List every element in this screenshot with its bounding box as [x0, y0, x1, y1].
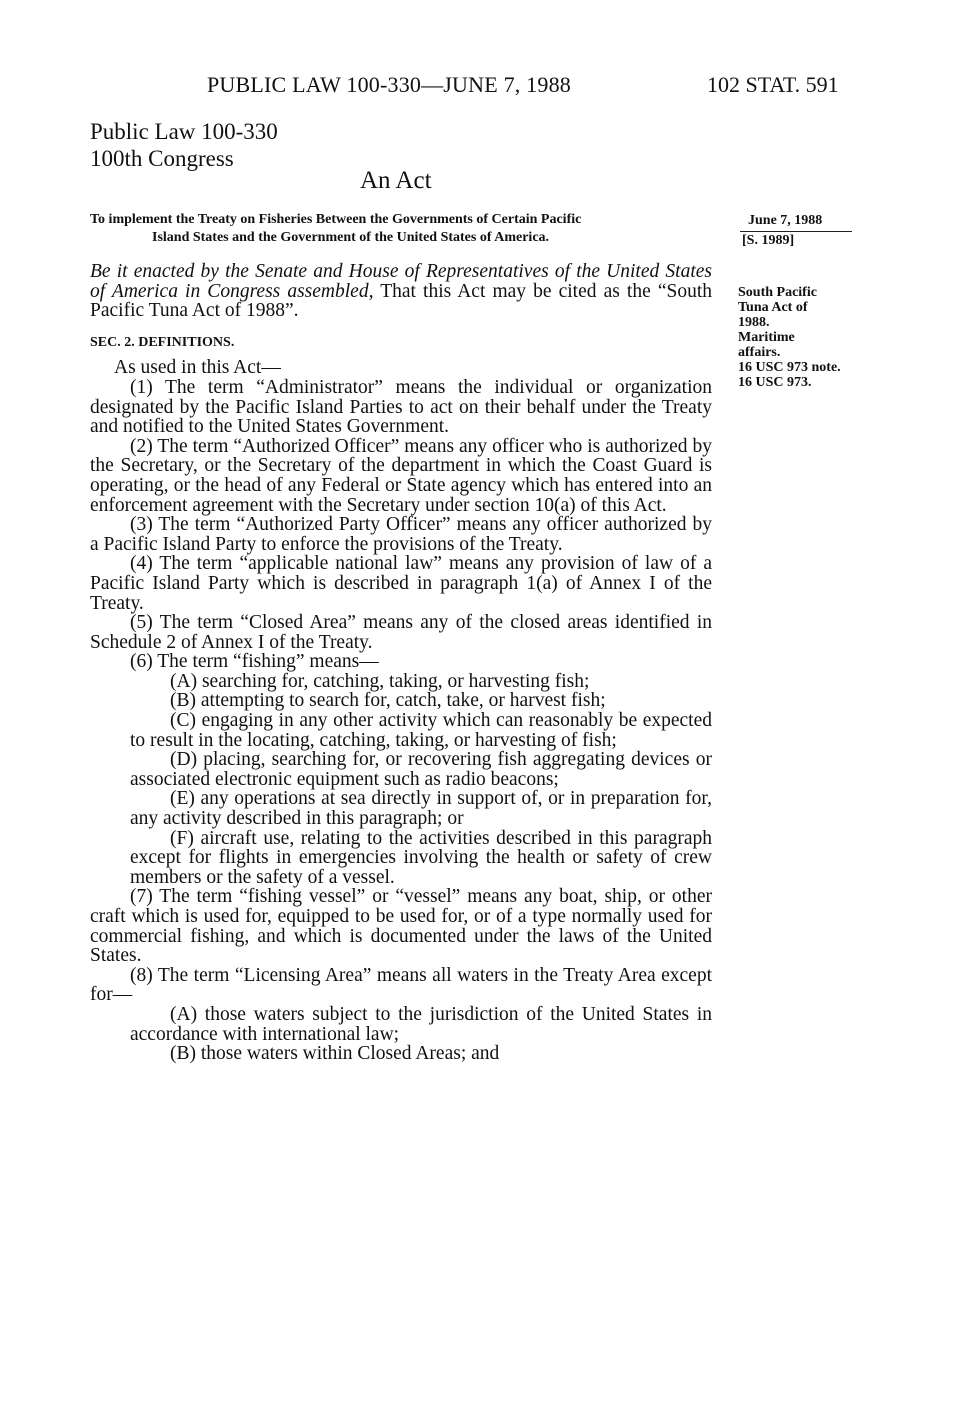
margin-note-short-title: South Pacific Tuna Act of 1988. [738, 285, 817, 330]
enacting-formula: Be it enacted by the Senate and House of Representatives of the United States of America in Congress assembled, [90, 261, 712, 302]
fishing-item-a: (A) searching for, catching, taking, or harvesting fish; [170, 670, 590, 692]
definition-1: (1) The term “Administrator” means the individual or organization designated by the Pacific Island Parties to act on their behalf under the Treaty and notified to the United States Government. [90, 376, 712, 438]
definition-7: (7) The term “fishing vessel” or “vessel” means any boat, ship, or other craft which is used for, equipped to be used for, or of a type normally used for commercial fishing, and which is documented under the laws of the United States. [90, 886, 712, 967]
body-text [90, 262, 712, 1064]
definition-2: (2) The term “Authorized Officer” means any officer who is authorized by the Secretary, or the Secretary of the department in which the Coast Guard is operating, or the head of any Federal or State agency which has entered into an enforcement agreement with the Secretary under section 10(a) of this Act. [90, 435, 712, 516]
definition-3: (3) The term “Authorized Party Officer” means any officer authorized by a Pacific Island Party to enforce the provisions of the Treaty. [90, 514, 712, 555]
long-title [90, 211, 730, 247]
margin-note-maritime: Maritime affairs. [738, 330, 795, 360]
fishing-item-f: (F) aircraft use, relating to the activities described in this paragraph except for flights in emergencies involving the health or safety of crew members or the safety of a vessel. [130, 827, 712, 888]
margin-notes [738, 285, 868, 390]
definition-4: (4) The term “applicable national law” means any provision of law of a Pacific Island Party which is described in paragraph 1(a) of Annex I of the Treaty. [90, 553, 712, 614]
definition-5: (5) The term “Closed Area” means any of the closed areas identified in Schedule 2 of Annex I of the Treaty. [90, 612, 712, 653]
public-law-number: Public Law 100-330 [90, 119, 278, 144]
section-intro: As used in this Act— [114, 357, 281, 379]
licensing-item-b: (B) those waters within Closed Areas; and [170, 1043, 500, 1065]
margin-note-usc: 16 USC 973. [738, 375, 812, 390]
bill-number: [S. 1989] [742, 233, 795, 248]
fishing-item-e: (E) any operations at sea directly in support of, or in preparation for, any activity described in this paragraph; or [130, 788, 712, 830]
long-title-line-2: Island States and the Government of the United States of America. [152, 230, 550, 245]
fishing-item-b: (B) attempting to search for, catch, take, or harvest fish; [170, 690, 606, 712]
statute-reference: 102 STAT. 591 [707, 72, 839, 97]
enactment-date: June 7, 1988 [748, 213, 823, 228]
enactment-date-note [740, 212, 840, 250]
running-head: PUBLIC LAW 100-330—JUNE 7, 1988 [207, 72, 571, 97]
congress-label: 100th Congress [90, 146, 234, 171]
fishing-item-d: (D) placing, searching for, or recovering fish aggregating devices or associated electronic equipment such as radio beacons; [130, 749, 712, 790]
act-title: An Act [360, 167, 432, 194]
margin-note-usc-note: 16 USC 973 note. [738, 360, 841, 375]
definition-8: (8) The term “Licensing Area” means all waters in the Treaty Area except for— [90, 964, 712, 1006]
section-heading: SEC. 2. DEFINITIONS. [90, 334, 235, 350]
enacting-clause [90, 262, 712, 321]
licensing-item-a: (A) those waters subject to the jurisdiction of the United States in accordance with international law; [130, 1003, 712, 1045]
fishing-item-c: (C) engaging in any other activity which can reasonably be expected to result in the locating, catching, taking, or harvesting of fish; [130, 710, 712, 751]
short-title-clause: That this Act may be cited as the “South Pacific Tuna Act of 1988”. [90, 280, 713, 322]
long-title-line-1: To implement the Treaty on Fisheries Between the Governments of Certain Pacific [90, 212, 582, 227]
definition-6: (6) The term “fishing” means— [130, 651, 379, 673]
